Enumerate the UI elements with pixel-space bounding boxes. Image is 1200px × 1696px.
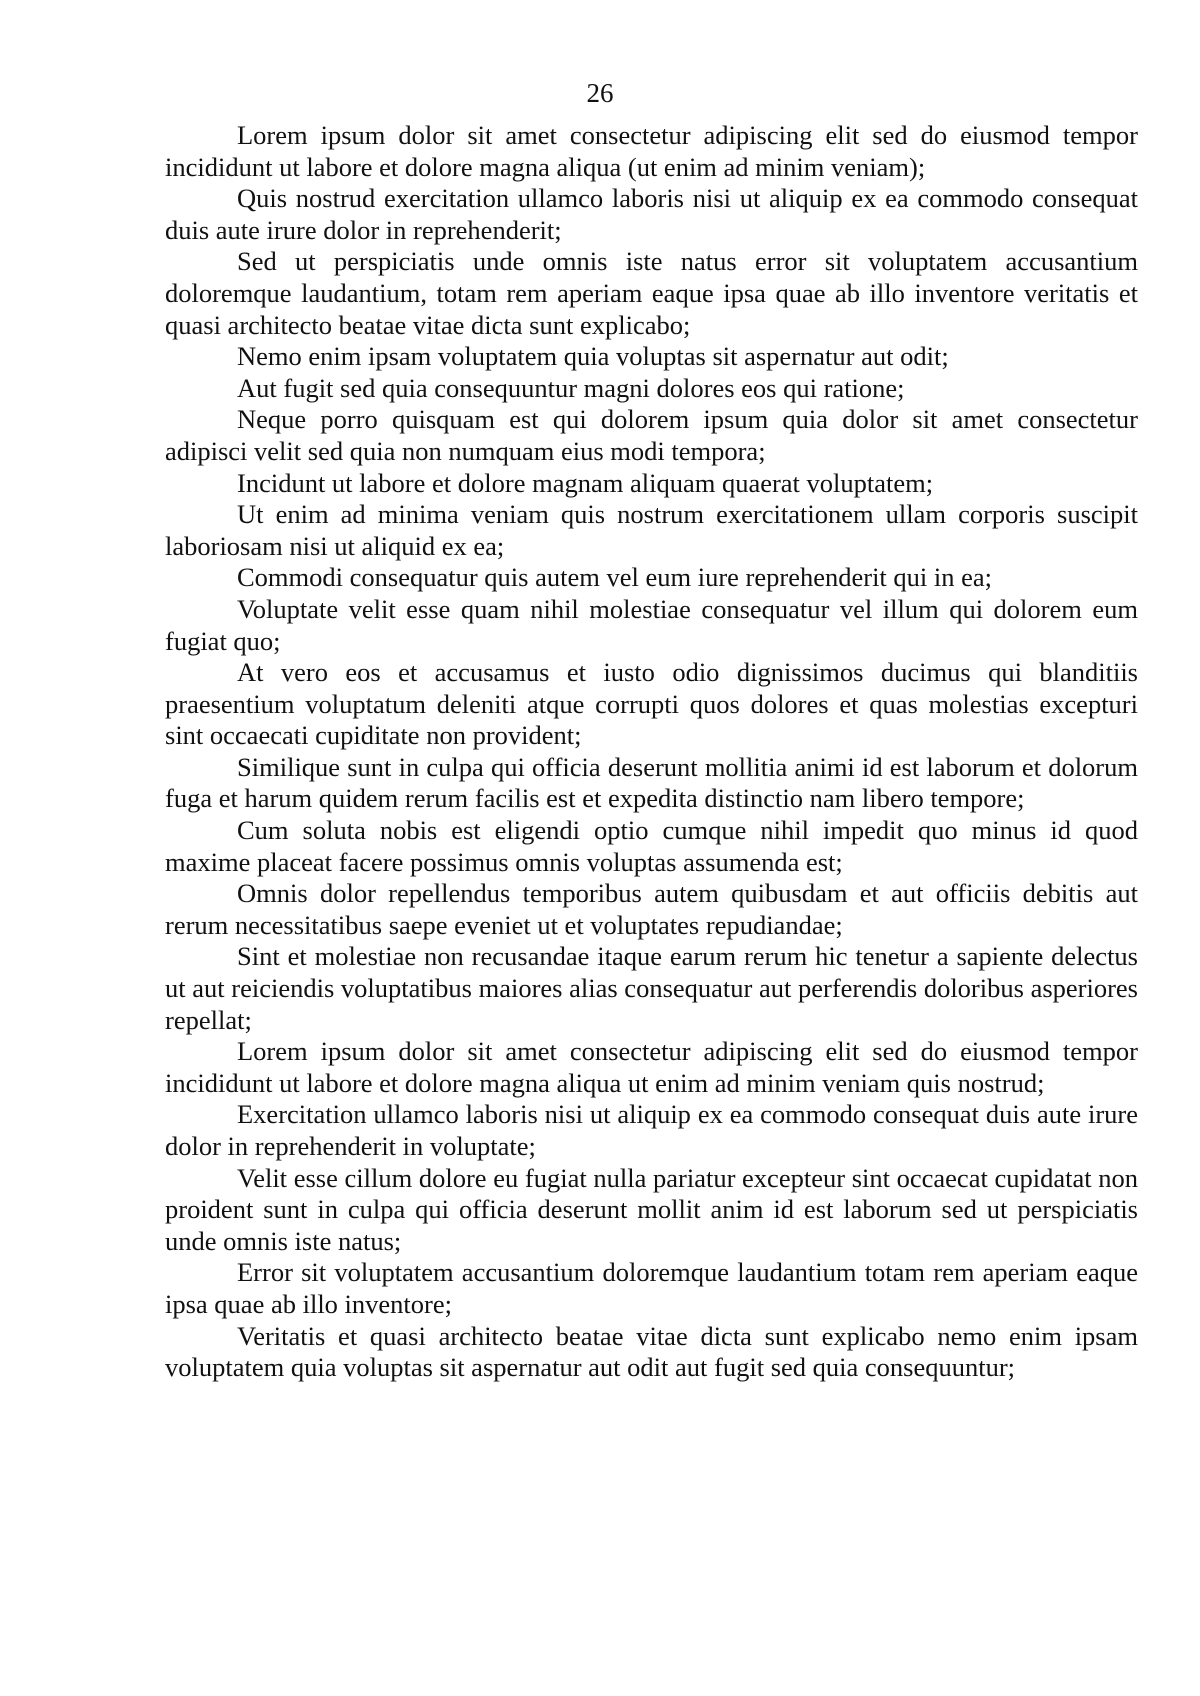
paragraph: Neque porro quisquam est qui dolorem ipsum quia dolor sit amet consectetur adipisci velit sed quia non numquam eius modi tempora; <box>165 404 1138 466</box>
paragraph: Lorem ipsum dolor sit amet consectetur adipiscing elit sed do eiusmod tempor incididunt ut labore et dolore magna aliqua (ut enim ad minim veniam); <box>165 120 1138 182</box>
paragraph: Cum soluta nobis est eligendi optio cumque nihil impedit quo minus id quod maxime placeat facere possimus omnis voluptas assumenda est; <box>165 815 1138 877</box>
paragraph: Sint et molestiae non recusandae itaque earum rerum hic tenetur a sapiente delectus ut aut reiciendis voluptatibus maiores alias consequatur aut perferendis doloribus asperiores repellat; <box>165 941 1138 1035</box>
paragraph: Velit esse cillum dolore eu fugiat nulla pariatur excepteur sint occaecat cupidatat non proident sunt in culpa qui officia deserunt mollit anim id est laborum sed ut perspiciatis unde omnis iste natus; <box>165 1162 1138 1256</box>
page-number: 26 <box>586 78 614 108</box>
paragraph: Ut enim ad minima veniam quis nostrum exercitationem ullam corporis suscipit laboriosam nisi ut aliquid ex ea; <box>165 499 1138 561</box>
paragraph: Similique sunt in culpa qui officia deserunt mollitia animi id est laborum et dolorum fuga et harum quidem rerum facilis est et expedita distinctio nam libero tempore; <box>165 751 1138 814</box>
paragraph: Nemo enim ipsam voluptatem quia voluptas sit aspernatur aut odit; <box>237 341 949 372</box>
paragraph: Veritatis et quasi architecto beatae vitae dicta sunt explicabo nemo enim ipsam voluptatem quia voluptas sit aspernatur aut odit aut fugit sed quia consequuntur; <box>165 1320 1138 1383</box>
paragraph: Aut fugit sed quia consequuntur magni dolores eos qui ratione; <box>237 372 905 403</box>
paragraph: Exercitation ullamco laboris nisi ut aliquip ex ea commodo consequat duis aute irure dolor in reprehenderit in voluptate; <box>165 1099 1138 1161</box>
paragraph: Error sit voluptatem accusantium doloremque laudantium totam rem aperiam eaque ipsa quae ab illo inventore; <box>165 1257 1138 1319</box>
paragraph: Commodi consequatur quis autem vel eum iure reprehenderit qui in ea; <box>237 562 993 593</box>
paragraph: Lorem ipsum dolor sit amet consectetur adipiscing elit sed do eiusmod tempor incididunt ut labore et dolore magna aliqua ut enim ad minim veniam quis nostrud; <box>165 1036 1138 1098</box>
paragraph: Voluptate velit esse quam nihil molestiae consequatur vel illum qui dolorem eum fugiat quo; <box>165 593 1138 656</box>
paragraph: Omnis dolor repellendus temporibus autem quibusdam et aut officiis debitis aut rerum necessitatibus saepe eveniet ut et voluptates repudiandae; <box>165 878 1138 940</box>
paragraph: At vero eos et accusamus et iusto odio dignissimos ducimus qui blanditiis praesentium voluptatum deleniti atque corrupti quos dolores et quas molestias excepturi sint occaecati cupiditate non provident; <box>165 657 1138 751</box>
paragraph: Quis nostrud exercitation ullamco laboris nisi ut aliquip ex ea commodo consequat duis aute irure dolor in reprehenderit; <box>165 183 1138 245</box>
paragraph: Incidunt ut labore et dolore magnam aliquam quaerat voluptatem; <box>237 467 934 498</box>
body-text <box>165 120 1138 1384</box>
paragraph: Sed ut perspiciatis unde omnis iste natus error sit voluptatem accusantium doloremque laudantium, totam rem aperiam eaque ipsa quae ab illo inventore veritatis et quasi architecto beatae vitae dicta sunt explicabo; <box>165 246 1138 340</box>
